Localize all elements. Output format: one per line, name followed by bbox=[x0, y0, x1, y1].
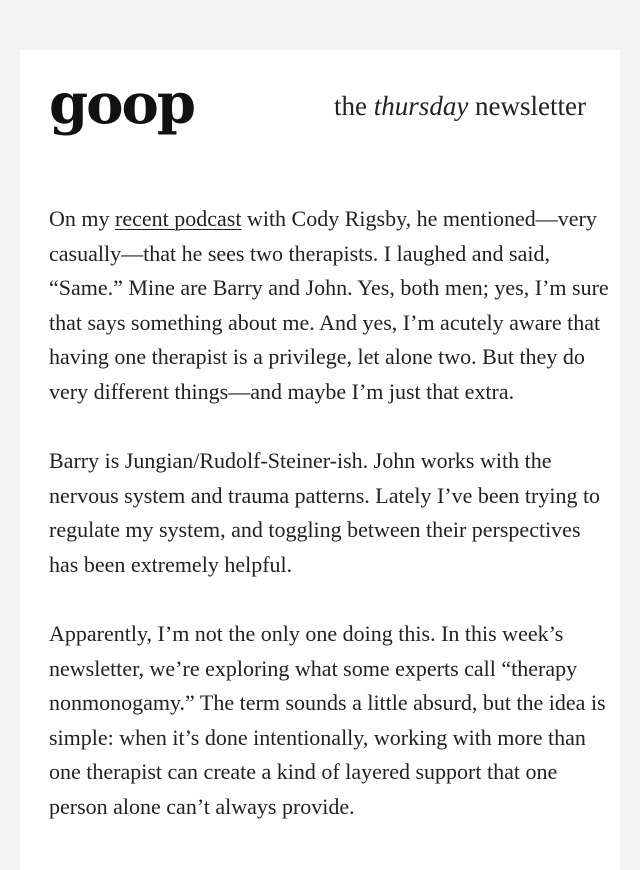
paragraph-intro-text: with Cody Rigsby, he mentioned—very casually—that he sees two therapists. I laughed and said, “Same.” Mine are Barry and John. Yes, both men; yes, I’m sure that says something about me. And yes, I’m acutely aware that having one therapist is a privilege, let alone two. But they do very different things—and maybe I’m just that extra. bbox=[49, 206, 609, 404]
paragraph-intro bbox=[49, 202, 609, 409]
article-body bbox=[49, 202, 609, 859]
goop-logo[interactable]: goop bbox=[49, 71, 195, 137]
newsletter-title-suffix: newsletter bbox=[468, 91, 586, 121]
paragraph-intro-lead: On my bbox=[49, 206, 115, 231]
newsletter-title bbox=[334, 90, 586, 122]
paragraph-nonmonogamy: Apparently, I’m not the only one doing this. In this week’s newsletter, we’re exploring what some experts call “therapy nonmonogamy.” The term sounds a little absurd, but the idea is simple: when it’s done intentionally, working with more than one therapist can create a kind of layered support that one person alone can’t always provide. bbox=[49, 621, 606, 819]
newsletter-title-day: thursday bbox=[373, 91, 469, 121]
newsletter-header bbox=[49, 72, 590, 142]
newsletter-title-prefix: the bbox=[334, 91, 374, 121]
recent-podcast-link[interactable]: recent podcast bbox=[115, 206, 242, 231]
newsletter-card bbox=[20, 50, 620, 870]
paragraph-therapists: Barry is Jungian/Rudolf-Steiner-ish. John works with the nervous system and trauma patterns. Lately I’ve been trying to regulate my system, and toggling between their perspectives has been extremely helpful. bbox=[49, 448, 601, 577]
